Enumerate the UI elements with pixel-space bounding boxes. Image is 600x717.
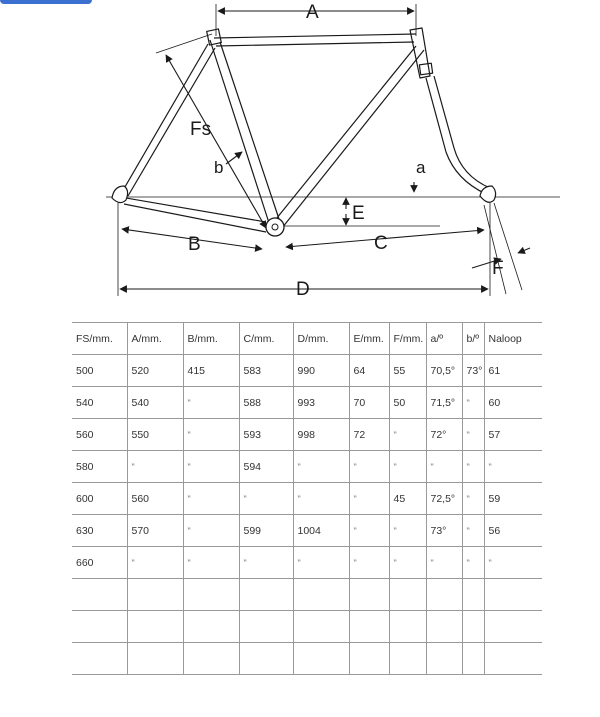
table-cell — [462, 611, 484, 643]
table-row — [72, 387, 542, 419]
label-a: A — [306, 2, 319, 23]
table-cell: 61 — [484, 355, 542, 387]
table-cell: " — [389, 547, 426, 579]
rear-dropout — [112, 186, 128, 203]
table-cell — [426, 579, 462, 611]
table-row — [72, 547, 542, 579]
table-cell — [389, 579, 426, 611]
dim-line-fs — [166, 55, 266, 228]
front-dropout — [480, 186, 496, 202]
table-cell — [389, 611, 426, 643]
table-cell: " — [239, 547, 293, 579]
table-cell: 990 — [293, 355, 349, 387]
table-cell: 60 — [484, 387, 542, 419]
label-fs: Fs — [190, 119, 212, 140]
table-cell: " — [389, 419, 426, 451]
angle-arrow-b — [226, 152, 242, 164]
table-cell — [349, 643, 389, 675]
table-cell: " — [349, 515, 389, 547]
table-cell: 594 — [239, 451, 293, 483]
table-cell: " — [183, 387, 239, 419]
label-b-angle: b — [214, 158, 224, 177]
table-cell: " — [462, 515, 484, 547]
table-cell: " — [462, 547, 484, 579]
table-row — [72, 355, 542, 387]
table-cell — [293, 611, 349, 643]
table-cell: " — [462, 387, 484, 419]
table-cell — [293, 579, 349, 611]
header-d: D/mm. — [293, 323, 349, 355]
table-header-row — [72, 323, 542, 355]
table-cell — [484, 611, 542, 643]
table-row — [72, 515, 542, 547]
table-cell: 1004 — [293, 515, 349, 547]
table-cell: 593 — [239, 419, 293, 451]
bottom-bracket — [266, 218, 284, 236]
table-row — [72, 643, 542, 675]
table-cell: 500 — [72, 355, 127, 387]
table-cell: " — [127, 451, 183, 483]
table-cell: 540 — [72, 387, 127, 419]
table-cell: 540 — [127, 387, 183, 419]
table-cell: " — [293, 451, 349, 483]
table-cell — [127, 643, 183, 675]
table-cell: 57 — [484, 419, 542, 451]
header-e: E/mm. — [349, 323, 389, 355]
table-cell: " — [293, 483, 349, 515]
label-a-angle: a — [416, 158, 426, 177]
table-cell: 55 — [389, 355, 426, 387]
table-cell — [72, 611, 127, 643]
label-f: F — [492, 258, 504, 279]
dimension-lines — [120, 11, 530, 289]
table-cell: " — [293, 547, 349, 579]
seat-stay — [122, 44, 208, 192]
label-c: C — [374, 233, 388, 254]
table-cell: " — [183, 547, 239, 579]
table-cell: 580 — [72, 451, 127, 483]
table-cell — [72, 579, 127, 611]
table-cell — [462, 579, 484, 611]
table-row — [72, 611, 542, 643]
table-cell: 415 — [183, 355, 239, 387]
table-cell: " — [239, 483, 293, 515]
header-c: C/mm. — [239, 323, 293, 355]
table-row — [72, 579, 542, 611]
header-b: B/mm. — [183, 323, 239, 355]
label-d: D — [296, 279, 310, 300]
table-cell: 993 — [293, 387, 349, 419]
table-cell: " — [426, 451, 462, 483]
table-cell — [426, 643, 462, 675]
table-cell: " — [183, 515, 239, 547]
table-row — [72, 419, 542, 451]
table-cell — [183, 579, 239, 611]
table-body — [72, 355, 542, 675]
table-row — [72, 483, 542, 515]
table-row — [72, 451, 542, 483]
table-cell: 64 — [349, 355, 389, 387]
header-fs: FS/mm. — [72, 323, 127, 355]
table-cell: 560 — [72, 419, 127, 451]
table-cell: 73° — [462, 355, 484, 387]
table-cell: 72,5° — [426, 483, 462, 515]
table-cell — [389, 643, 426, 675]
table-cell — [484, 643, 542, 675]
table-cell: 550 — [127, 419, 183, 451]
seat-tube — [210, 40, 270, 226]
table-cell: 56 — [484, 515, 542, 547]
table-cell: 630 — [72, 515, 127, 547]
table-cell: " — [349, 483, 389, 515]
table-cell: 560 — [127, 483, 183, 515]
table-cell — [127, 611, 183, 643]
table-cell: 599 — [239, 515, 293, 547]
table-cell: " — [389, 515, 426, 547]
table-cell: " — [462, 419, 484, 451]
label-b: B — [188, 234, 201, 255]
frame-tubes — [122, 28, 490, 232]
dim-line-f-right — [518, 248, 530, 253]
label-e: E — [352, 203, 365, 224]
table-cell — [426, 611, 462, 643]
table-cell: " — [127, 547, 183, 579]
front-fork — [426, 78, 486, 194]
table-cell — [183, 611, 239, 643]
table-cell: 600 — [72, 483, 127, 515]
table-cell: 570 — [127, 515, 183, 547]
table-cell: " — [183, 419, 239, 451]
table-cell: 998 — [293, 419, 349, 451]
table-cell: " — [484, 547, 542, 579]
table-cell: " — [484, 451, 542, 483]
table-cell: 588 — [239, 387, 293, 419]
table-cell: " — [349, 451, 389, 483]
extension-lines — [106, 4, 560, 296]
header-naloop: Naloop — [484, 323, 542, 355]
table-cell: 50 — [389, 387, 426, 419]
header-a: A/mm. — [127, 323, 183, 355]
table-cell: " — [462, 451, 484, 483]
table-cell — [293, 643, 349, 675]
table-cell — [349, 611, 389, 643]
table-cell: 72° — [426, 419, 462, 451]
top-tube — [214, 34, 416, 38]
table-cell — [462, 643, 484, 675]
table-cell: " — [462, 483, 484, 515]
table-cell: 660 — [72, 547, 127, 579]
table-cell — [349, 579, 389, 611]
table-cell — [239, 579, 293, 611]
header-f: F/mm. — [389, 323, 426, 355]
table-cell: 59 — [484, 483, 542, 515]
table-cell: " — [183, 451, 239, 483]
table-cell — [484, 579, 542, 611]
table-cell: " — [426, 547, 462, 579]
table-cell: 73° — [426, 515, 462, 547]
table-cell — [239, 611, 293, 643]
table-cell: 70,5° — [426, 355, 462, 387]
table-cell: 520 — [127, 355, 183, 387]
table-cell: " — [389, 451, 426, 483]
table-cell: 583 — [239, 355, 293, 387]
table-cell — [127, 579, 183, 611]
table-cell: " — [349, 547, 389, 579]
table-cell: 71,5° — [426, 387, 462, 419]
table-cell: 72 — [349, 419, 389, 451]
table-cell: " — [183, 483, 239, 515]
table-cell — [239, 643, 293, 675]
table-cell: 70 — [349, 387, 389, 419]
frame-geometry-table — [72, 322, 542, 675]
header-b-angle: b/º — [462, 323, 484, 355]
bicycle-frame-diagram — [0, 0, 600, 310]
header-a-angle: a/º — [426, 323, 462, 355]
table-cell: 45 — [389, 483, 426, 515]
table-cell — [183, 643, 239, 675]
table-cell — [72, 643, 127, 675]
